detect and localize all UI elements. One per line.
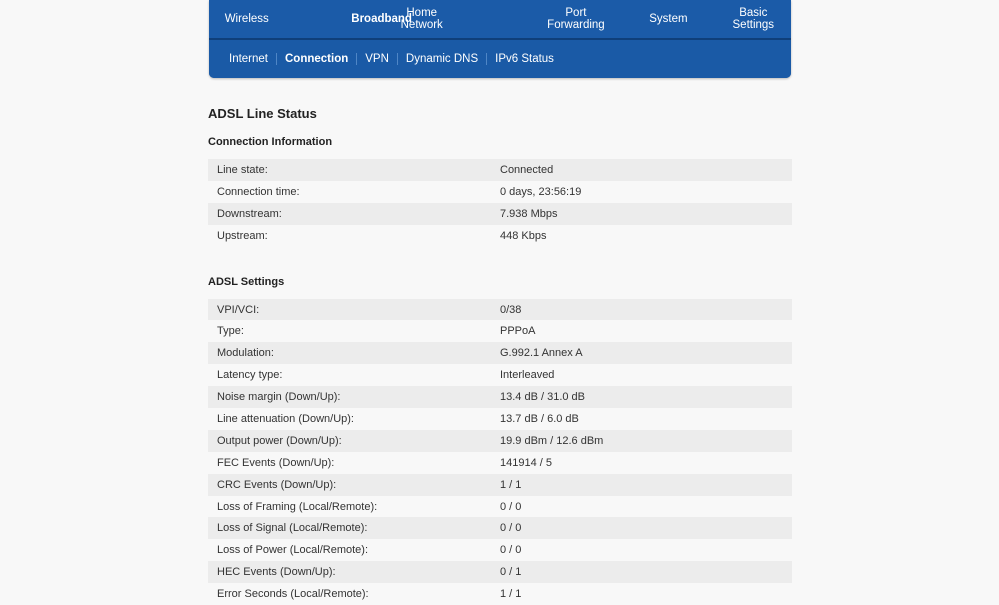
table-row xyxy=(208,299,792,321)
row-value: 0 / 0 xyxy=(500,500,522,513)
row-value: 0 / 0 xyxy=(500,544,522,557)
table-row xyxy=(208,561,792,583)
row-label: Loss of Signal (Local/Remote): xyxy=(217,522,368,535)
table-row xyxy=(208,408,792,430)
row-value: Interleaved xyxy=(500,369,555,382)
row-value: 141914 / 5 xyxy=(500,456,552,469)
row-label: Error Seconds (Local/Remote): xyxy=(217,588,369,601)
tab-port-forwarding[interactable]: Port Forwarding xyxy=(547,7,605,31)
row-label: HEC Events (Down/Up): xyxy=(217,566,336,579)
adsl-settings-title: ADSL Settings xyxy=(208,275,285,288)
subtab-dynamic-dns[interactable]: Dynamic DNS xyxy=(405,53,479,65)
row-label: CRC Events (Down/Up): xyxy=(217,478,337,491)
table-row xyxy=(208,430,792,452)
adsl-settings-table xyxy=(208,299,792,605)
tab-basic-settings[interactable]: Basic Settings xyxy=(732,7,775,31)
row-label: Connection time: xyxy=(217,185,300,198)
row-label: Downstream: xyxy=(217,207,282,220)
row-label: Upstream: xyxy=(217,229,268,242)
table-row xyxy=(208,181,792,203)
row-value: Connected xyxy=(500,163,554,176)
row-value: 7.938 Mbps xyxy=(500,207,558,220)
row-value: 19.9 dBm / 12.6 dBm xyxy=(500,434,604,447)
tab-broadband[interactable]: Broadband xyxy=(351,13,412,25)
row-value: G.992.1 Annex A xyxy=(500,347,583,360)
table-row xyxy=(208,474,792,496)
table-row xyxy=(208,583,792,605)
row-value: 0 / 0 xyxy=(500,522,522,535)
row-label: Type: xyxy=(217,325,244,338)
row-label: Line state: xyxy=(217,163,268,176)
table-row xyxy=(208,539,792,561)
primary-tabs xyxy=(209,0,791,38)
connection-information-title: Connection Information xyxy=(208,136,333,148)
subtab-ipv6-status[interactable]: IPv6 Status xyxy=(495,53,554,65)
row-label: VPI/VCI: xyxy=(217,303,260,316)
table-row xyxy=(208,386,792,408)
row-label: Noise margin (Down/Up): xyxy=(217,391,341,404)
secondary-tabs xyxy=(209,40,791,78)
row-value: 13.4 dB / 31.0 dB xyxy=(500,391,586,404)
row-label: Loss of Power (Local/Remote): xyxy=(217,544,369,557)
main-navigation xyxy=(209,0,791,78)
row-label: Output power (Down/Up): xyxy=(217,434,342,447)
row-value: PPPoA xyxy=(500,325,536,338)
row-value: 448 Kbps xyxy=(500,229,547,242)
main-content xyxy=(208,104,792,605)
table-row xyxy=(208,517,792,539)
table-row xyxy=(208,159,792,181)
row-value: 13.7 dB / 6.0 dB xyxy=(500,412,579,425)
tab-system[interactable]: System xyxy=(649,13,688,25)
row-label: Latency type: xyxy=(217,369,283,382)
subtab-internet[interactable]: Internet xyxy=(229,53,268,65)
row-value: 1 / 1 xyxy=(500,588,522,601)
subtab-vpn[interactable]: VPN xyxy=(365,53,389,65)
table-row xyxy=(208,342,792,364)
table-row xyxy=(208,320,792,342)
tab-home-network[interactable]: Home Network xyxy=(400,7,443,31)
table-row xyxy=(208,225,792,247)
table-row xyxy=(208,203,792,225)
row-value: 0 / 1 xyxy=(500,566,522,579)
row-label: FEC Events (Down/Up): xyxy=(217,456,335,469)
row-value: 1 / 1 xyxy=(500,478,522,491)
row-value: 0/38 xyxy=(500,303,522,316)
row-value: 0 days, 23:56:19 xyxy=(500,185,582,198)
table-row xyxy=(208,452,792,474)
row-label: Loss of Framing (Local/Remote): xyxy=(217,500,378,513)
tab-wireless[interactable]: Wireless xyxy=(224,13,269,25)
subtab-connection[interactable]: Connection xyxy=(285,53,349,65)
row-label: Line attenuation (Down/Up): xyxy=(217,412,354,425)
page-title: ADSL Line Status xyxy=(208,106,317,121)
connection-information-table xyxy=(208,159,792,247)
table-row xyxy=(208,364,792,386)
row-label: Modulation: xyxy=(217,347,274,360)
table-row xyxy=(208,496,792,518)
